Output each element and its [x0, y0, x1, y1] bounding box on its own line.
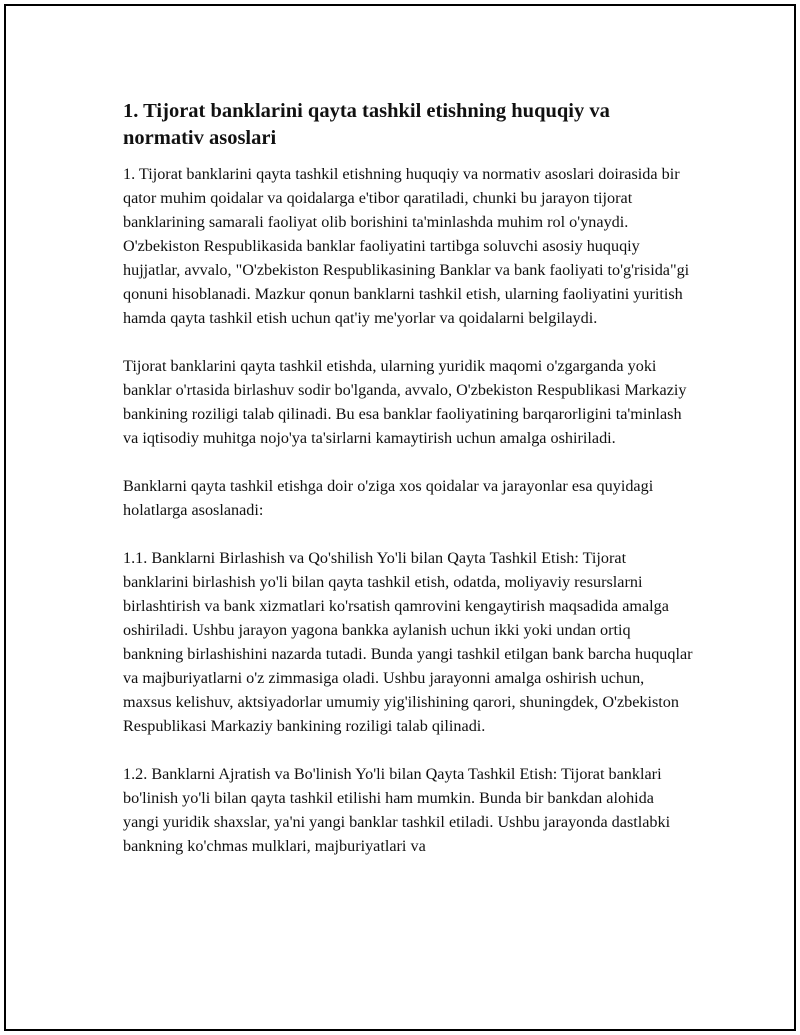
paragraph-merger: 1.1. Banklarni Birlashish va Qo'shilish Yo'li bilan Qayta Tashkil Etish: Tijorat banklarini birlashish yo'li bilan qayta tashkil etish, odatda, moliyaviy resurslarni birlashtirish va bank xizmatlari ko'rsatish qamrovini kengaytirish maqsadida amalga oshiriladi. Ushbu jarayon yagona bankka aylanish uchun ikki yoki undan ortiq bankning birlashishini nazarda tutadi. Bunda yangi tashkil etilgan bank barcha huquqlar va majburiyatlarni o'z zimmasiga oladi. Ushbu jarayonni amalga oshirish uchun, maxsus kelishuv, aktsiyadorlar umumiy yig'ilishining qarori, shuningdek, O'zbekiston Respublikasi Markaziy bankining roziligi talab qilinadi. — [123, 549, 693, 735]
page-frame — [4, 4, 796, 1031]
document-title: 1. Tijorat banklarini qayta tashkil etishning huquqiy va normativ asoslari — [123, 100, 610, 149]
paragraph-intro: 1. Tijorat banklarini qayta tashkil etishning huquqiy va normativ asoslari doirasida bir qator muhim qoidalar va qoidalarga e'tibor qaratiladi, chunki bu jarayon tijorat banklarining samarali faoliyat olib borishini ta'minlashda muhim rol o'ynaydi. O'zbekiston Respublikasida banklar faoliyatini tartibga soluvchi asosiy huquqiy hujjatlar, avvalo, "O'zbekiston Respublikasining Banklar va bank faoliyati to'g'risida"gi qonuni hisoblanadi. Mazkur qonun banklarni tashkil etish, ularning faoliyatini yuritish hamda qayta tashkil etish uchun qat'iy me'yorlar va qoidalarni belgilaydi. — [123, 165, 690, 327]
paragraph-division: 1.2. Banklarni Ajratish va Bo'linish Yo'li bilan Qayta Tashkil Etish: Tijorat banklari bo'linish yo'li bilan qayta tashkil etilishi ham mumkin. Bunda bir bankdan alohida yangi yuridik shaxslar, ya'ni yangi banklar tashkil etiladi. Ushbu jarayonda dastlabki bankning ko'chmas mulklari, majburiyatlari va — [123, 765, 671, 855]
paragraph-central-bank-consent: Tijorat banklarini qayta tashkil etishda, ularning yuridik maqomi o'zgarganda yoki banklar o'rtasida birlashuv sodir bo'lganda, avvalo, O'zbekiston Respublikasi Markaziy bankining roziligi talab qilinadi. Bu esa banklar faoliyatining barqarorligini ta'minlash va iqtisodiy muhitga nojo'ya ta'sirlarni kamaytirish uchun amalga oshiriladi. — [123, 357, 687, 447]
document-body — [123, 98, 693, 882]
paragraph-specific-rules: Banklarni qayta tashkil etishga doir o'ziga xos qoidalar va jarayonlar esa quyidagi holatlarga asoslanadi: — [123, 477, 654, 519]
